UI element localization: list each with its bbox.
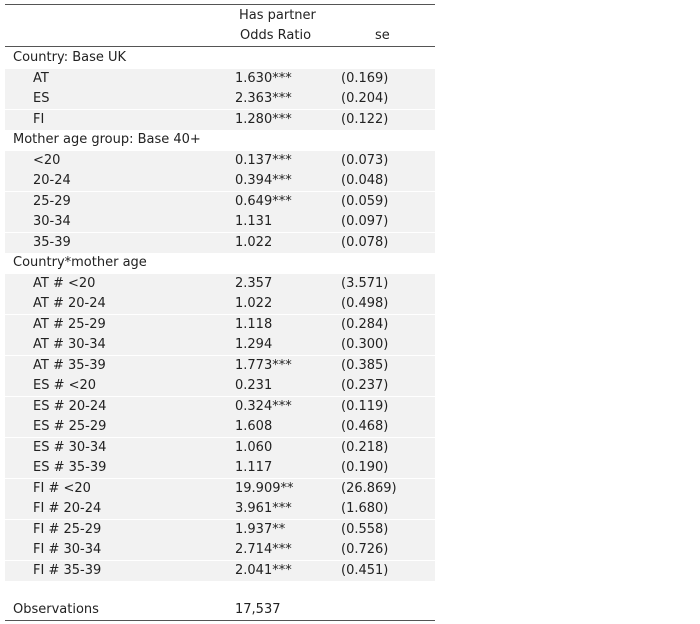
table-row — [5, 274, 435, 294]
odds-ratio-cell: 2.714*** — [235, 542, 292, 557]
odds-ratio-cell: 2.357 — [235, 275, 273, 291]
odds-ratio-cell: 3.961*** — [235, 501, 292, 516]
row-label: <20 — [33, 152, 61, 168]
row-label: 25-29 — [33, 193, 71, 209]
odds-ratio-cell: 1.937** — [235, 521, 286, 537]
table-row — [5, 397, 435, 417]
row-label: FI # 30-34 — [33, 542, 102, 557]
row-label: FI — [33, 111, 45, 127]
table-row — [5, 438, 435, 458]
group-header-row — [5, 48, 435, 68]
row-label: 20-24 — [33, 173, 71, 188]
se-cell: (1.680) — [341, 501, 389, 516]
group-header-row — [5, 253, 435, 273]
row-label: ES # 30-34 — [33, 439, 107, 455]
se-cell: (0.122) — [341, 111, 389, 127]
se-cell: (0.190) — [341, 460, 389, 475]
header-rule — [5, 46, 435, 47]
odds-ratio-cell: 1.022 — [235, 296, 273, 311]
observations-value: 17,537 — [235, 602, 281, 617]
odds-ratio-cell: 1.294 — [235, 337, 273, 352]
table-row — [5, 151, 435, 171]
odds-ratio-cell: 0.324*** — [235, 398, 292, 414]
se-cell: (0.558) — [341, 521, 389, 537]
row-label: ES # 35-39 — [33, 460, 107, 475]
se-cell: (0.284) — [341, 316, 389, 332]
table-row — [5, 212, 435, 232]
row-label: AT # <20 — [33, 275, 96, 291]
row-label: FI # 25-29 — [33, 521, 102, 537]
odds-ratio-cell: 1.773*** — [235, 357, 292, 373]
odds-ratio-cell: 2.363*** — [235, 91, 292, 106]
table-row — [5, 233, 435, 253]
row-label: AT # 25-29 — [33, 316, 106, 332]
se-cell: (0.078) — [341, 234, 389, 250]
row-label: FI # <20 — [33, 480, 91, 496]
se-cell: (0.204) — [341, 91, 389, 106]
table-row — [5, 69, 435, 89]
table-row — [5, 520, 435, 540]
se-cell: (0.451) — [341, 562, 389, 578]
odds-ratio-cell: 0.394*** — [235, 173, 292, 188]
table-row — [5, 294, 435, 314]
odds-ratio-cell: 1.630*** — [235, 70, 292, 86]
se-cell: (0.059) — [341, 193, 389, 209]
odds-ratio-cell: 1.131 — [235, 214, 273, 229]
table-row — [5, 458, 435, 478]
odds-ratio-cell: 0.137*** — [235, 152, 292, 168]
observations-row — [5, 600, 435, 620]
row-label: ES # <20 — [33, 378, 97, 393]
odds-ratio-cell: 1.060 — [235, 439, 273, 455]
odds-ratio-cell: 1.118 — [235, 316, 273, 332]
table-row — [5, 110, 435, 130]
table-row — [5, 192, 435, 212]
table-row — [5, 315, 435, 335]
odds-ratio-cell: 19.909** — [235, 480, 294, 496]
table-row — [5, 335, 435, 355]
se-cell: (3.571) — [341, 275, 389, 291]
observations-label: Observations — [13, 602, 99, 617]
table-row — [5, 540, 435, 560]
group-label: Country*mother age — [13, 255, 147, 270]
row-label: FI # 35-39 — [33, 562, 102, 578]
row-label: ES # 20-24 — [33, 398, 107, 414]
se-cell: (0.468) — [341, 419, 389, 434]
row-label: FI # 20-24 — [33, 501, 102, 516]
se-cell: (0.385) — [341, 357, 389, 373]
table-row — [5, 356, 435, 376]
se-header: se — [375, 28, 390, 43]
group-label: Mother age group: Base 40+ — [13, 132, 201, 147]
se-cell: (0.300) — [341, 337, 389, 352]
table-row — [5, 417, 435, 437]
odds-ratio-cell: 0.231 — [235, 378, 273, 393]
top-rule — [5, 4, 435, 5]
se-cell: (26.869) — [341, 480, 397, 496]
table-row — [5, 499, 435, 519]
odds-ratio-cell: 1.608 — [235, 419, 273, 434]
row-label: AT — [33, 70, 49, 86]
se-cell: (0.218) — [341, 439, 389, 455]
se-cell: (0.097) — [341, 214, 389, 229]
odds-ratio-cell: 1.022 — [235, 234, 273, 250]
table-row — [5, 89, 435, 109]
row-label: 35-39 — [33, 234, 71, 250]
table-row — [5, 479, 435, 499]
row-label: AT # 30-34 — [33, 337, 106, 352]
se-cell: (0.498) — [341, 296, 389, 311]
se-cell: (0.048) — [341, 173, 389, 188]
model-title: Has partner — [239, 8, 316, 23]
odds-ratio-cell: 2.041*** — [235, 562, 292, 578]
bottom-rule — [5, 620, 435, 621]
se-cell: (0.119) — [341, 398, 389, 414]
se-cell: (0.726) — [341, 542, 389, 557]
odds-ratio-header: Odds Ratio — [240, 28, 312, 43]
se-cell: (0.237) — [341, 378, 389, 393]
row-label: 30-34 — [33, 214, 71, 229]
table-row — [5, 561, 435, 581]
row-label: AT # 20-24 — [33, 296, 106, 311]
odds-ratio-cell: 1.117 — [235, 460, 273, 475]
table-row — [5, 171, 435, 191]
group-label: Country: Base UK — [13, 50, 127, 65]
se-cell: (0.169) — [341, 70, 389, 86]
row-label: AT # 35-39 — [33, 357, 106, 373]
se-cell: (0.073) — [341, 152, 389, 168]
group-header-row — [5, 130, 435, 150]
odds-ratio-cell: 1.280*** — [235, 111, 292, 127]
table-row — [5, 376, 435, 396]
row-label: ES — [33, 91, 50, 106]
row-label: ES # 25-29 — [33, 419, 107, 434]
odds-ratio-cell: 0.649*** — [235, 193, 292, 209]
